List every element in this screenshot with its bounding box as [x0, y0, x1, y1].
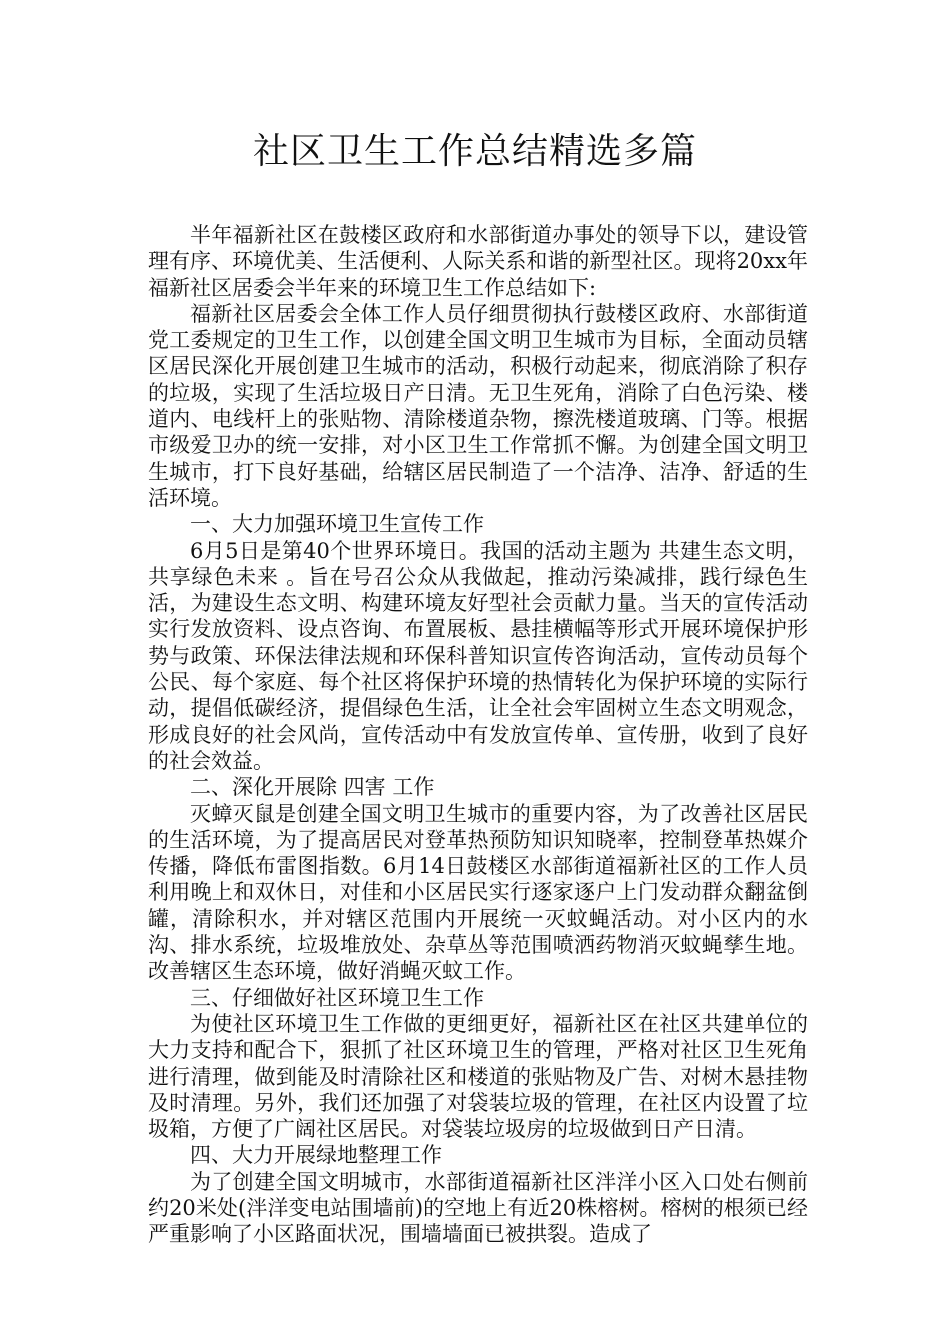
section-heading-3: 三、仔细做好社区环境卫生工作	[190, 985, 484, 1010]
document-body	[148, 222, 808, 1248]
paragraph-section-2: 灭蟑灭鼠是创建全国文明卫生城市的重要内容，为了改善社区居民的生活环境，为了提高居民对登革热预防知识知晓率，控制登革热媒介传播，降低布雷图指数。6月14日鼓楼区水部街道福新社区的工作人员利用晚上和双休日，对佳和小区居民实行逐家逐户上门发动群众翻盆倒罐，清除积水，并对辖区范围内开展统一灭蚊蝇活动。对小区内的水沟、排水系统，垃圾堆放处、杂草丛等范围喷洒药物消灭蚊蝇孳生地。改善辖区生态环境，做好消蝇灭蚊工作。	[148, 801, 808, 984]
paragraph-summary: 福新社区居委会全体工作人员仔细贯彻执行鼓楼区政府、水部街道党工委规定的卫生工作，以创建全国文明卫生城市为目标，全面动员辖区居民深化开展创建卫生城市的活动，积极行动起来，彻底消除了积存的垃圾，实现了生活垃圾日产日清。无卫生死角，消除了白色污染、楼道内、电线杆上的张贴物、清除楼道杂物，擦洗楼道玻璃、门等。根据市级爱卫办的统一安排，对小区卫生工作常抓不懈。为创建全国文明卫生城市，打下良好基础，给辖区居民制造了一个洁净、洁净、舒适的生活环境。	[148, 301, 808, 510]
paragraph-section-3: 为使社区环境卫生工作做的更细更好，福新社区在社区共建单位的大力支持和配合下，狠抓了社区环境卫生的管理，严格对社区卫生死角进行清理，做到能及时清除社区和楼道的张贴物及广告、对树木悬挂物及时清理。另外，我们还加强了对袋装垃圾的管理，在社区内设置了垃圾箱，方便了广阔社区居民。对袋装垃圾房的垃圾做到日产日清。	[148, 1011, 808, 1142]
paragraph-section-1: 6月5日是第40个世界环境日。我国的活动主题为 共建生态文明，共享绿色未来 。旨在号召公众从我做起，推动污染减排，践行绿色生活，为建设生态文明、构建环境友好型社会贡献力量。当天的宣传活动实行发放资料、设点咨询、布置展板、悬挂横幅等形式开展环境保护形势与政策、环保法律法规和环保科普知识宣传咨询活动，宣传动员每个公民、每个家庭、每个社区将保护环境的热情转化为保护环境的实际行动，提倡低碳经济，提倡绿色生活，让全社会牢固树立生态文明观念，形成良好的社会风尚，宣传活动中有发放宣传单、宣传册，收到了良好的社会效益。	[148, 538, 808, 773]
paragraph-section-4: 为了创建全国文明城市，水部街道福新社区泮洋小区入口处右侧前约20米处(泮洋变电站围墙前)的空地上有近20株榕树。榕树的根须已经严重影响了小区路面状况，围墙墙面已被拱裂。造成了	[148, 1169, 808, 1247]
paragraph-intro: 半年福新社区在鼓楼区政府和水部街道办事处的领导下以，建设管理有序、环境优美、生活便利、人际关系和谐的新型社区。现将20xx年福新社区居委会半年来的环境卫生工作总结如下:	[148, 223, 808, 300]
section-heading-2: 二、深化开展除 四害 工作	[190, 775, 435, 800]
section-heading-1: 一、大力加强环境卫生宣传工作	[190, 512, 484, 537]
document-title: 社区卫生工作总结精选多篇	[252, 131, 697, 172]
section-heading-4: 四、大力开展绿地整理工作	[190, 1143, 442, 1168]
